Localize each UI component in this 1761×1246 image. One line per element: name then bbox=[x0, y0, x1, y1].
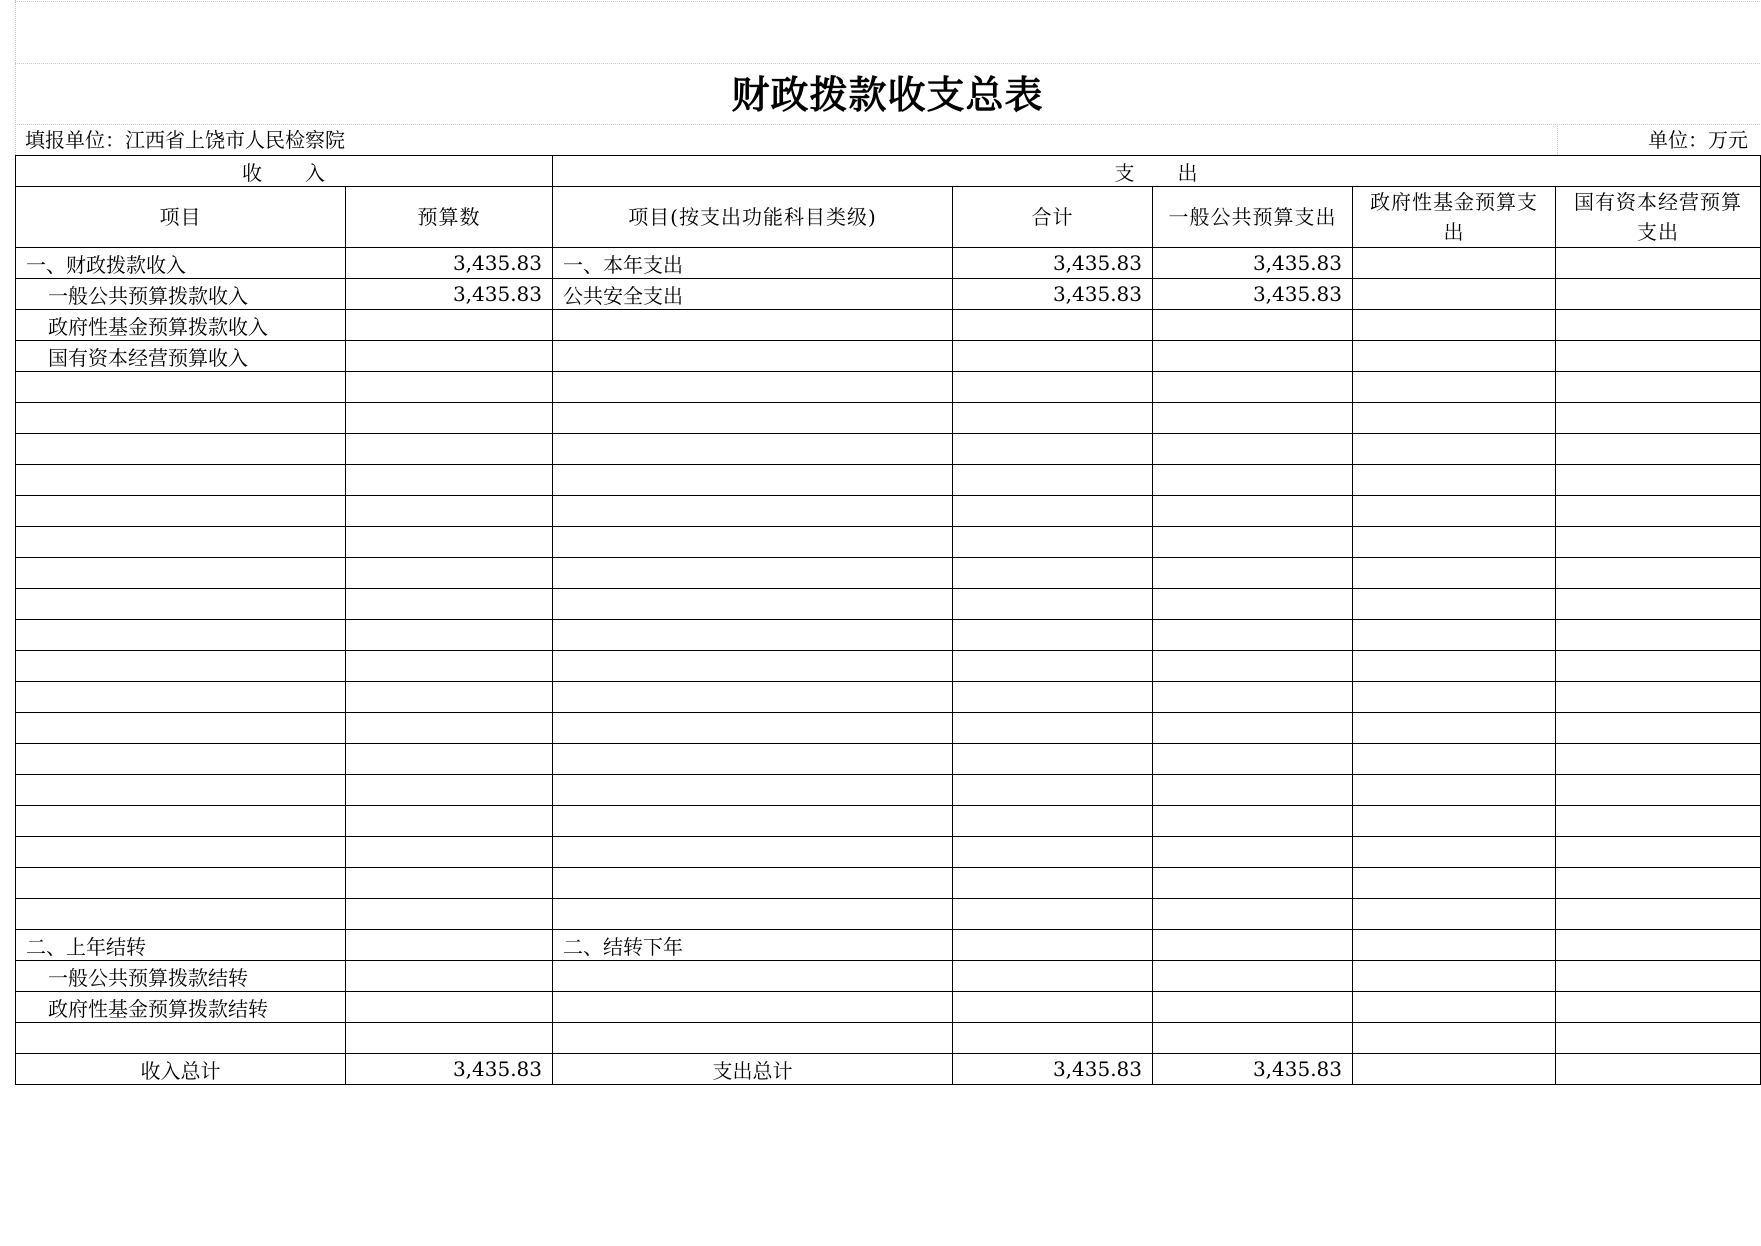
income-item-cell[interactable]: 一般公共预算拨款收入 bbox=[16, 279, 346, 310]
table-row bbox=[16, 651, 1761, 682]
expense-item-cell[interactable] bbox=[553, 558, 953, 589]
expense-state-cell[interactable] bbox=[1556, 341, 1761, 372]
table-row bbox=[16, 620, 1761, 651]
income-item-cell[interactable]: 政府性基金预算拨款收入 bbox=[16, 310, 346, 341]
expense-state-cell[interactable] bbox=[1556, 682, 1761, 713]
expense-total-cell[interactable] bbox=[953, 310, 1153, 341]
expense-state-cell[interactable] bbox=[1556, 1023, 1761, 1054]
expense-state-cell[interactable] bbox=[1556, 992, 1761, 1023]
expense-gov-cell[interactable] bbox=[1353, 899, 1556, 930]
expense-item-cell[interactable] bbox=[553, 372, 953, 403]
expense-gov-cell[interactable] bbox=[1353, 775, 1556, 806]
expense-gov-cell[interactable] bbox=[1353, 713, 1556, 744]
income-item-cell[interactable] bbox=[16, 682, 346, 713]
table-row bbox=[16, 899, 1761, 930]
expense-gov-cell[interactable] bbox=[1353, 651, 1556, 682]
income-budget-cell[interactable] bbox=[346, 465, 553, 496]
expense-total-label[interactable]: 支出总计 bbox=[553, 1054, 953, 1085]
totals-row bbox=[16, 1054, 1761, 1085]
table-row bbox=[16, 310, 1761, 341]
table-row bbox=[16, 372, 1761, 403]
income-budget-cell[interactable] bbox=[346, 713, 553, 744]
income-item-cell[interactable] bbox=[16, 403, 346, 434]
expense-state-total-cell[interactable] bbox=[1556, 1054, 1761, 1085]
expense-state-cell[interactable] bbox=[1556, 930, 1761, 961]
table-row bbox=[16, 403, 1761, 434]
income-item-cell[interactable]: 一般公共预算拨款结转 bbox=[16, 961, 346, 992]
expense-gov-cell[interactable] bbox=[1353, 961, 1556, 992]
expense-state-cell[interactable] bbox=[1556, 806, 1761, 837]
income-item-cell[interactable] bbox=[16, 527, 346, 558]
expense-total-cell[interactable] bbox=[953, 372, 1153, 403]
table-row bbox=[16, 558, 1761, 589]
expense-general-cell[interactable] bbox=[1153, 1023, 1353, 1054]
income-budget-cell[interactable] bbox=[346, 310, 553, 341]
income-budget-cell[interactable] bbox=[346, 837, 553, 868]
table-row bbox=[16, 775, 1761, 806]
page-title: 财政拨款收支总表 bbox=[731, 72, 1044, 117]
table-row bbox=[16, 961, 1761, 992]
col-budget-header: 预算数 bbox=[346, 187, 553, 248]
table-row bbox=[16, 527, 1761, 558]
expense-gov-cell[interactable] bbox=[1353, 496, 1556, 527]
expense-total-cell[interactable] bbox=[953, 961, 1153, 992]
expense-gov-cell[interactable] bbox=[1353, 1023, 1556, 1054]
expense-item-cell[interactable] bbox=[553, 1023, 953, 1054]
budget-table bbox=[15, 155, 1761, 1085]
income-item-cell[interactable] bbox=[16, 1023, 346, 1054]
expense-general-cell[interactable] bbox=[1153, 527, 1353, 558]
income-budget-cell[interactable] bbox=[346, 558, 553, 589]
expense-gov-cell[interactable] bbox=[1353, 310, 1556, 341]
expense-item-cell[interactable]: 公共安全支出 bbox=[553, 279, 953, 310]
income-item-cell[interactable] bbox=[16, 744, 346, 775]
expense-total-value[interactable]: 3,435.83 bbox=[953, 1054, 1153, 1085]
expense-item-cell[interactable] bbox=[553, 682, 953, 713]
expense-total-cell[interactable] bbox=[953, 403, 1153, 434]
expense-gov-cell[interactable] bbox=[1353, 248, 1556, 279]
expense-gov-cell[interactable] bbox=[1353, 403, 1556, 434]
expense-item-cell[interactable] bbox=[553, 341, 953, 372]
expense-item-cell[interactable] bbox=[553, 434, 953, 465]
expense-gov-cell[interactable] bbox=[1353, 279, 1556, 310]
spreadsheet-page bbox=[15, 0, 1760, 1246]
expense-gov-cell[interactable] bbox=[1353, 744, 1556, 775]
table-row bbox=[16, 992, 1761, 1023]
expense-gov-cell[interactable] bbox=[1353, 465, 1556, 496]
table-row bbox=[16, 713, 1761, 744]
expense-total-cell[interactable] bbox=[953, 558, 1153, 589]
expense-item-cell[interactable] bbox=[553, 775, 953, 806]
income-budget-cell[interactable] bbox=[346, 620, 553, 651]
expense-general-cell[interactable] bbox=[1153, 558, 1353, 589]
expense-general-cell[interactable] bbox=[1153, 310, 1353, 341]
expense-general-cell[interactable] bbox=[1153, 465, 1353, 496]
expense-total-cell[interactable] bbox=[953, 620, 1153, 651]
expense-gov-cell[interactable] bbox=[1353, 589, 1556, 620]
grid-line bbox=[15, 63, 1760, 64]
expense-state-cell[interactable] bbox=[1556, 527, 1761, 558]
income-budget-cell[interactable] bbox=[346, 434, 553, 465]
expense-gov-total-cell[interactable] bbox=[1353, 1054, 1556, 1085]
expense-state-cell[interactable] bbox=[1556, 961, 1761, 992]
expense-gov-cell[interactable] bbox=[1353, 992, 1556, 1023]
expense-general-cell[interactable] bbox=[1153, 837, 1353, 868]
header-row-columns bbox=[16, 187, 1761, 248]
expense-state-cell[interactable] bbox=[1556, 589, 1761, 620]
expense-item-cell[interactable] bbox=[553, 744, 953, 775]
expense-general-cell[interactable] bbox=[1153, 713, 1353, 744]
expense-item-cell[interactable]: 一、本年支出 bbox=[553, 248, 953, 279]
income-budget-cell[interactable] bbox=[346, 527, 553, 558]
expense-item-cell[interactable] bbox=[553, 589, 953, 620]
expense-total-cell[interactable] bbox=[953, 341, 1153, 372]
expense-state-cell[interactable] bbox=[1556, 279, 1761, 310]
income-item-cell[interactable]: 二、上年结转 bbox=[16, 930, 346, 961]
expense-item-cell[interactable] bbox=[553, 310, 953, 341]
table-row bbox=[16, 341, 1761, 372]
expense-item-cell[interactable] bbox=[553, 403, 953, 434]
expense-total-cell[interactable]: 3,435.83 bbox=[953, 248, 1153, 279]
expense-total-cell[interactable] bbox=[953, 775, 1153, 806]
table-row bbox=[16, 496, 1761, 527]
expense-item-cell[interactable] bbox=[553, 806, 953, 837]
expense-header: 支 出 bbox=[553, 156, 1761, 187]
col-general-header: 一般公共预算支出 bbox=[1153, 187, 1353, 248]
income-item-cell[interactable]: 国有资本经营预算收入 bbox=[16, 341, 346, 372]
expense-state-cell[interactable] bbox=[1556, 465, 1761, 496]
income-item-cell[interactable] bbox=[16, 806, 346, 837]
expense-general-cell[interactable] bbox=[1153, 620, 1353, 651]
col-total-header: 合计 bbox=[953, 187, 1153, 248]
income-budget-cell[interactable] bbox=[346, 961, 553, 992]
expense-item-cell[interactable] bbox=[553, 465, 953, 496]
income-budget-cell[interactable] bbox=[346, 1023, 553, 1054]
expense-total-cell[interactable] bbox=[953, 930, 1153, 961]
header-row-groups bbox=[16, 156, 1761, 187]
income-budget-cell[interactable] bbox=[346, 899, 553, 930]
expense-general-cell[interactable]: 3,435.83 bbox=[1153, 279, 1353, 310]
expense-general-cell[interactable]: 3,435.83 bbox=[1153, 248, 1353, 279]
expense-item-cell[interactable] bbox=[553, 992, 953, 1023]
income-budget-cell[interactable] bbox=[346, 744, 553, 775]
expense-total-cell[interactable] bbox=[953, 496, 1153, 527]
expense-total-cell[interactable] bbox=[953, 992, 1153, 1023]
income-item-cell[interactable] bbox=[16, 620, 346, 651]
expense-state-cell[interactable] bbox=[1556, 899, 1761, 930]
income-budget-cell[interactable] bbox=[346, 341, 553, 372]
expense-general-total-value[interactable]: 3,435.83 bbox=[1153, 1054, 1353, 1085]
income-budget-cell[interactable]: 3,435.83 bbox=[346, 279, 553, 310]
expense-general-cell[interactable] bbox=[1153, 992, 1353, 1023]
col-exp-item-header: 项目(按支出功能科目类级) bbox=[553, 187, 953, 248]
expense-general-cell[interactable] bbox=[1153, 651, 1353, 682]
expense-gov-cell[interactable] bbox=[1353, 837, 1556, 868]
income-item-cell[interactable] bbox=[16, 496, 346, 527]
expense-gov-cell[interactable] bbox=[1353, 341, 1556, 372]
expense-state-cell[interactable] bbox=[1556, 372, 1761, 403]
expense-total-cell[interactable] bbox=[953, 868, 1153, 899]
expense-general-cell[interactable] bbox=[1153, 899, 1353, 930]
income-budget-cell[interactable] bbox=[346, 651, 553, 682]
expense-item-cell[interactable] bbox=[553, 496, 953, 527]
expense-state-cell[interactable] bbox=[1556, 248, 1761, 279]
expense-total-cell[interactable] bbox=[953, 713, 1153, 744]
expense-item-cell[interactable] bbox=[553, 868, 953, 899]
reporting-unit: 填报单位：江西省上饶市人民检察院 bbox=[25, 128, 345, 152]
income-item-cell[interactable] bbox=[16, 837, 346, 868]
table-row bbox=[16, 837, 1761, 868]
income-budget-cell[interactable] bbox=[346, 372, 553, 403]
income-budget-cell[interactable] bbox=[346, 589, 553, 620]
income-item-cell[interactable] bbox=[16, 558, 346, 589]
grid-line bbox=[15, 1, 1760, 2]
expense-gov-cell[interactable] bbox=[1353, 682, 1556, 713]
expense-general-cell[interactable] bbox=[1153, 775, 1353, 806]
expense-state-cell[interactable] bbox=[1556, 403, 1761, 434]
table-row bbox=[16, 930, 1761, 961]
expense-gov-cell[interactable] bbox=[1353, 806, 1556, 837]
expense-total-cell[interactable] bbox=[953, 744, 1153, 775]
income-item-cell[interactable]: 一、财政拨款收入 bbox=[16, 248, 346, 279]
expense-general-cell[interactable] bbox=[1153, 930, 1353, 961]
expense-gov-cell[interactable] bbox=[1353, 558, 1556, 589]
expense-state-cell[interactable] bbox=[1556, 496, 1761, 527]
table-row bbox=[16, 434, 1761, 465]
income-header: 收 入 bbox=[16, 156, 553, 187]
expense-gov-cell[interactable] bbox=[1353, 434, 1556, 465]
expense-gov-cell[interactable] bbox=[1353, 620, 1556, 651]
expense-total-cell[interactable] bbox=[953, 1023, 1153, 1054]
table-row bbox=[16, 1023, 1761, 1054]
expense-gov-cell[interactable] bbox=[1353, 930, 1556, 961]
expense-item-cell[interactable]: 二、结转下年 bbox=[553, 930, 953, 961]
currency-unit: 单位：万元 bbox=[1648, 128, 1748, 152]
income-item-cell[interactable] bbox=[16, 713, 346, 744]
income-budget-cell[interactable] bbox=[346, 992, 553, 1023]
income-item-cell[interactable] bbox=[16, 899, 346, 930]
expense-general-cell[interactable] bbox=[1153, 496, 1353, 527]
income-budget-cell[interactable] bbox=[346, 806, 553, 837]
expense-state-cell[interactable] bbox=[1556, 744, 1761, 775]
expense-state-cell[interactable] bbox=[1556, 558, 1761, 589]
income-item-cell[interactable]: 政府性基金预算拨款结转 bbox=[16, 992, 346, 1023]
expense-total-cell[interactable] bbox=[953, 682, 1153, 713]
income-total-label[interactable]: 收入总计 bbox=[16, 1054, 346, 1085]
income-item-cell[interactable] bbox=[16, 465, 346, 496]
expense-general-cell[interactable] bbox=[1153, 341, 1353, 372]
income-budget-cell[interactable] bbox=[346, 682, 553, 713]
income-budget-cell[interactable] bbox=[346, 403, 553, 434]
income-item-cell[interactable] bbox=[16, 589, 346, 620]
expense-gov-cell[interactable] bbox=[1353, 527, 1556, 558]
expense-general-cell[interactable] bbox=[1153, 806, 1353, 837]
income-item-cell[interactable] bbox=[16, 775, 346, 806]
expense-state-cell[interactable] bbox=[1556, 868, 1761, 899]
expense-item-cell[interactable] bbox=[553, 961, 953, 992]
expense-general-cell[interactable] bbox=[1153, 682, 1353, 713]
expense-item-cell[interactable] bbox=[553, 527, 953, 558]
table-row bbox=[16, 868, 1761, 899]
expense-total-cell[interactable] bbox=[953, 434, 1153, 465]
table-row bbox=[16, 248, 1761, 279]
expense-state-cell[interactable] bbox=[1556, 651, 1761, 682]
table-row bbox=[16, 465, 1761, 496]
expense-general-cell[interactable] bbox=[1153, 744, 1353, 775]
expense-state-cell[interactable] bbox=[1556, 620, 1761, 651]
table-row bbox=[16, 279, 1761, 310]
col-state-capital-header: 国有资本经营预算支出 bbox=[1556, 187, 1761, 248]
expense-general-cell[interactable] bbox=[1153, 589, 1353, 620]
income-budget-cell[interactable] bbox=[346, 930, 553, 961]
expense-total-cell[interactable] bbox=[953, 806, 1153, 837]
col-item-header: 项目 bbox=[16, 187, 346, 248]
expense-total-cell[interactable] bbox=[953, 899, 1153, 930]
income-budget-cell[interactable] bbox=[346, 868, 553, 899]
income-budget-cell[interactable]: 3,435.83 bbox=[346, 248, 553, 279]
expense-total-cell[interactable] bbox=[953, 527, 1153, 558]
income-item-cell[interactable] bbox=[16, 868, 346, 899]
expense-gov-cell[interactable] bbox=[1353, 868, 1556, 899]
expense-item-cell[interactable] bbox=[553, 713, 953, 744]
expense-item-cell[interactable] bbox=[553, 620, 953, 651]
income-budget-cell[interactable] bbox=[346, 496, 553, 527]
expense-state-cell[interactable] bbox=[1556, 434, 1761, 465]
income-item-cell[interactable] bbox=[16, 434, 346, 465]
income-budget-cell[interactable] bbox=[346, 775, 553, 806]
expense-gov-cell[interactable] bbox=[1353, 372, 1556, 403]
expense-general-cell[interactable] bbox=[1153, 372, 1353, 403]
expense-total-cell[interactable] bbox=[953, 837, 1153, 868]
table-row bbox=[16, 682, 1761, 713]
expense-general-cell[interactable] bbox=[1153, 434, 1353, 465]
income-item-cell[interactable] bbox=[16, 651, 346, 682]
expense-state-cell[interactable] bbox=[1556, 775, 1761, 806]
expense-general-cell[interactable] bbox=[1153, 961, 1353, 992]
expense-item-cell[interactable] bbox=[553, 651, 953, 682]
expense-item-cell[interactable] bbox=[553, 837, 953, 868]
income-item-cell[interactable] bbox=[16, 372, 346, 403]
table-row bbox=[16, 589, 1761, 620]
expense-state-cell[interactable] bbox=[1556, 310, 1761, 341]
expense-state-cell[interactable] bbox=[1556, 713, 1761, 744]
grid-line bbox=[15, 124, 1760, 125]
expense-general-cell[interactable] bbox=[1153, 868, 1353, 899]
expense-total-cell[interactable] bbox=[953, 589, 1153, 620]
table-row bbox=[16, 806, 1761, 837]
col-gov-fund-header: 政府性基金预算支出 bbox=[1353, 187, 1556, 248]
expense-general-cell[interactable] bbox=[1153, 403, 1353, 434]
expense-total-cell[interactable]: 3,435.83 bbox=[953, 279, 1153, 310]
expense-total-cell[interactable] bbox=[953, 651, 1153, 682]
income-total-value[interactable]: 3,435.83 bbox=[346, 1054, 553, 1085]
expense-state-cell[interactable] bbox=[1556, 837, 1761, 868]
expense-item-cell[interactable] bbox=[553, 899, 953, 930]
table-row bbox=[16, 744, 1761, 775]
expense-total-cell[interactable] bbox=[953, 465, 1153, 496]
grid-line bbox=[1557, 124, 1558, 155]
